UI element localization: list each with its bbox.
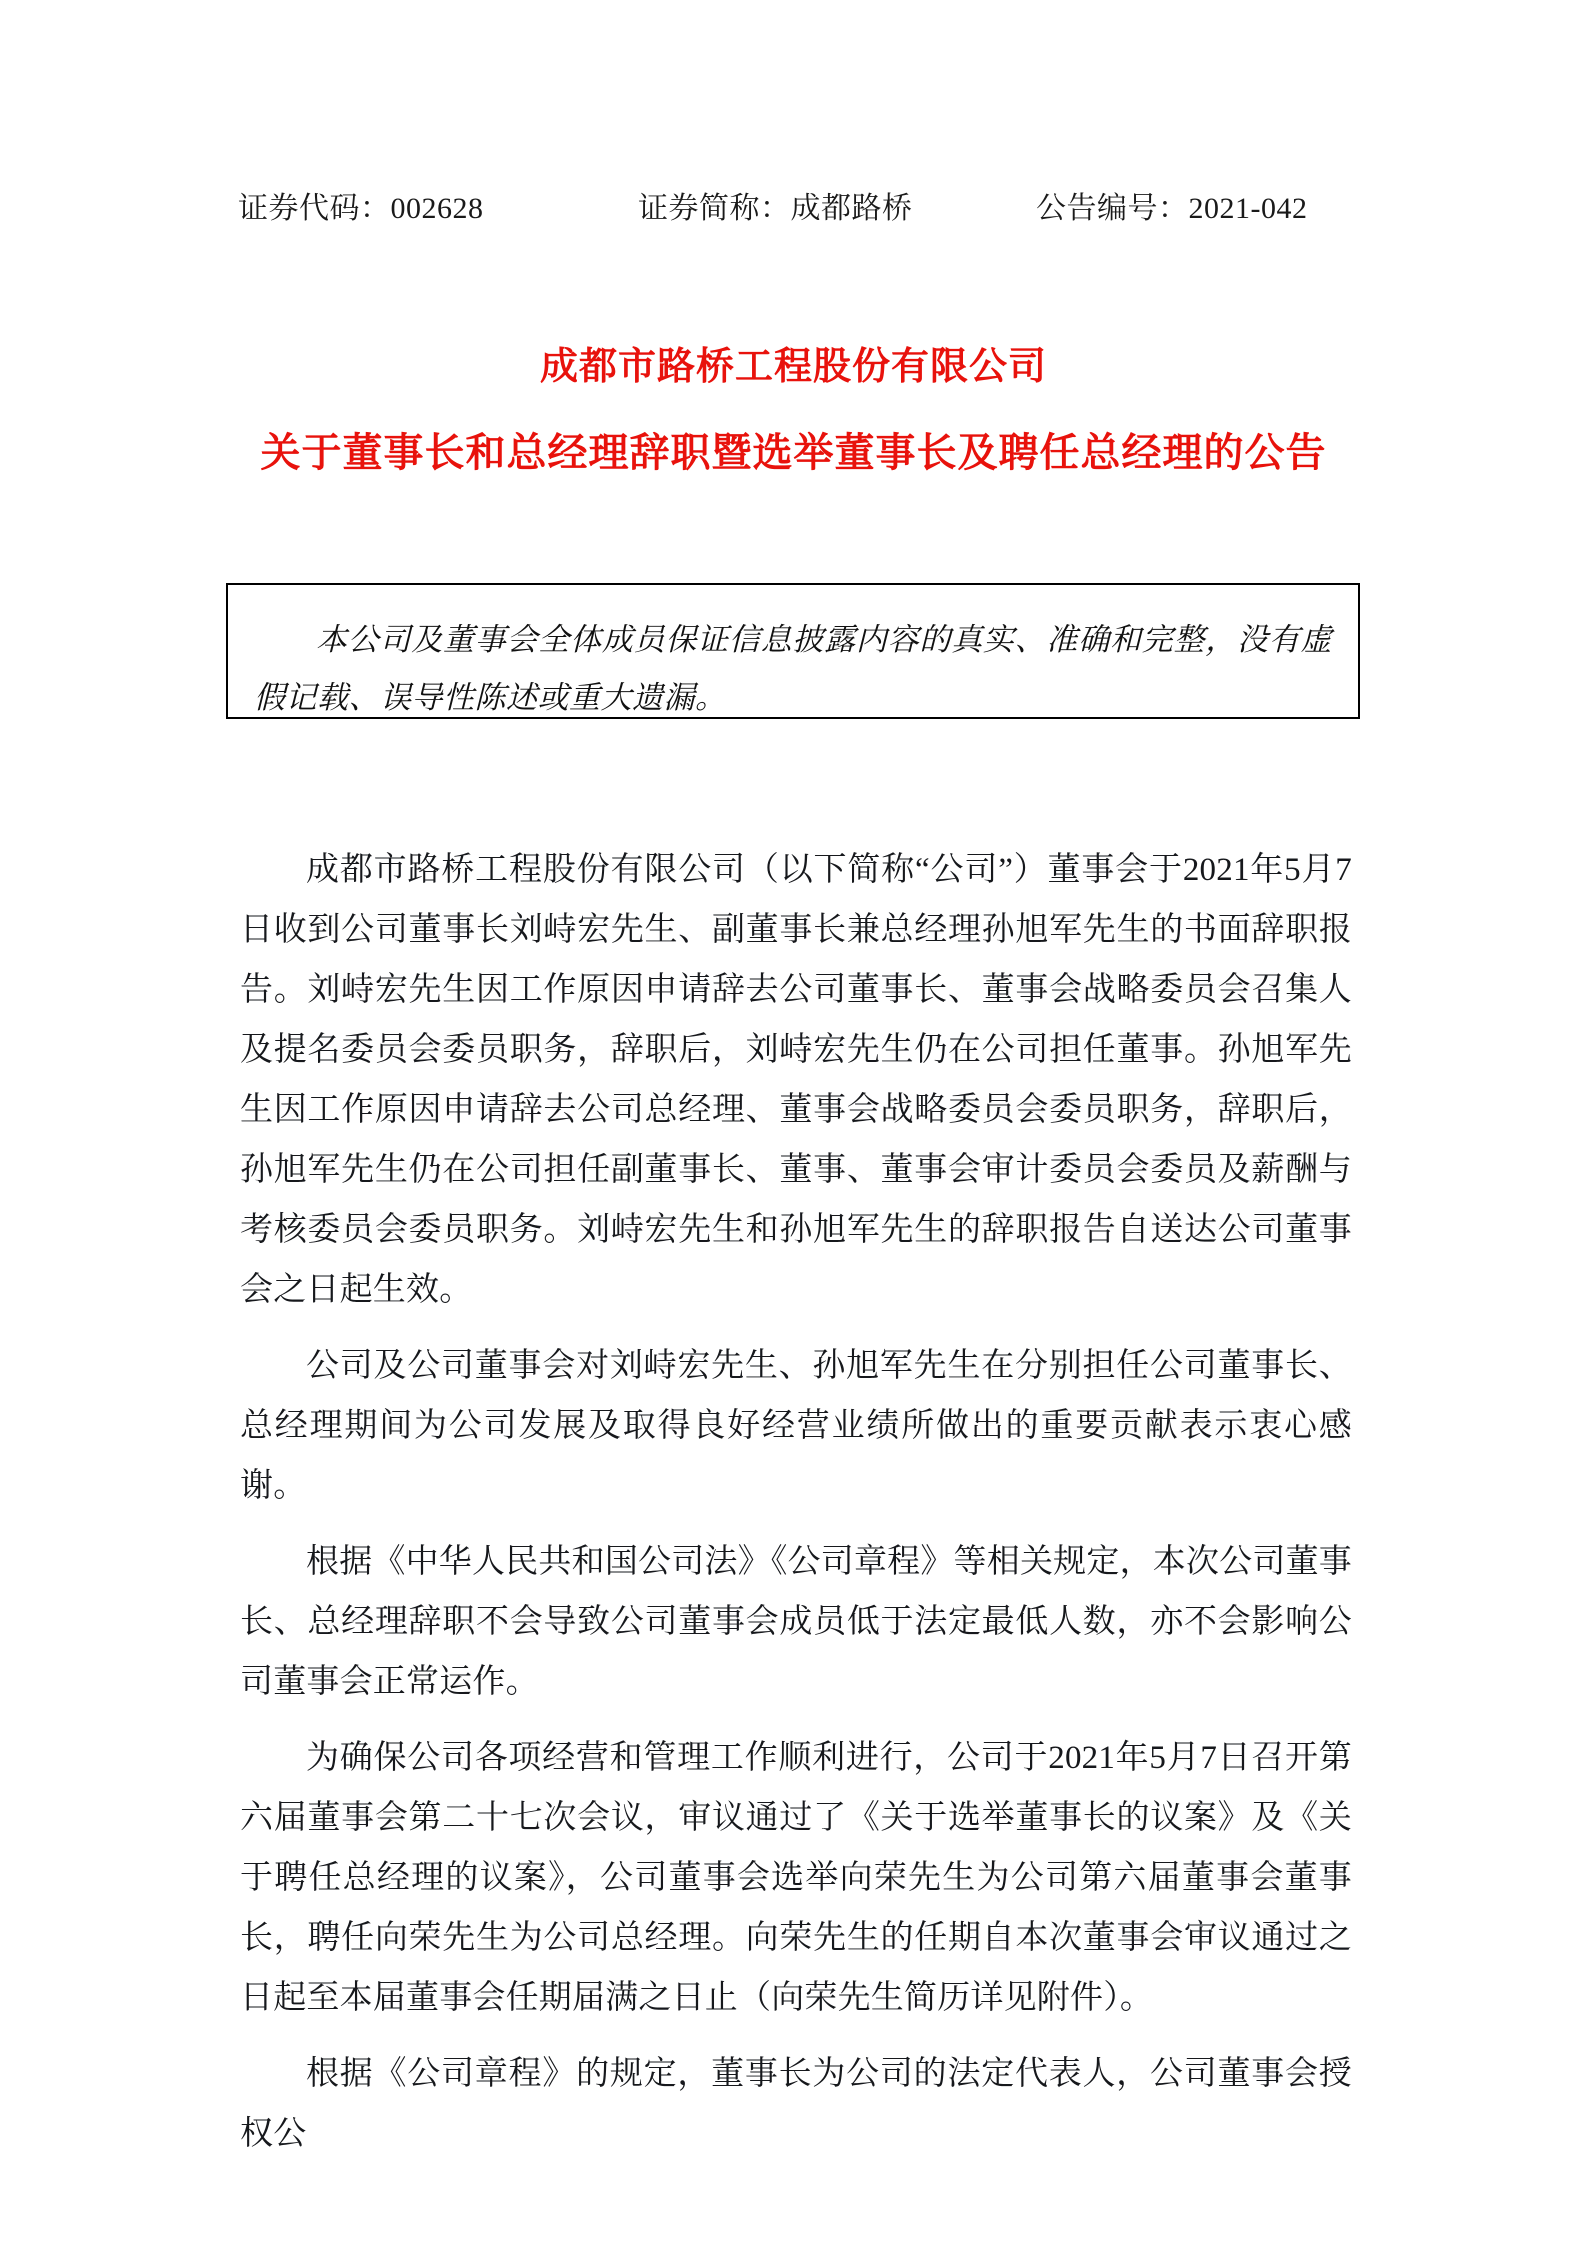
- company-name-title: 成都市路桥工程股份有限公司: [539, 346, 1047, 388]
- document-title-block: [200, 336, 1387, 484]
- security-abbreviation: 证券简称：成都路桥: [638, 192, 913, 225]
- announcement-number: 公告编号：2021-042: [1036, 192, 1308, 225]
- body-paragraph: 公司及公司董事会对刘峙宏先生、孙旭军先生在分别担任公司董事长、总经理期间为公司发展及取得良好经营业绩所做出的重要贡献表示衷心感谢。: [240, 1348, 1352, 1504]
- body-paragraph: 成都市路桥工程股份有限公司（以下简称“公司”）董事会于2021年5月7日收到公司董事长刘峙宏先生、副董事长兼总经理孙旭军先生的书面辞职报告。刘峙宏先生因工作原因申请辞去公司董事长、董事会战略委员会召集人及提名委员会委员职务，辞职后，刘峙宏先生仍在公司担任董事。孙旭军先生因工作原因申请辞去公司总经理、董事会战略委员会委员职务，辞职后，孙旭军先生仍在公司担任副董事长、董事、董事会审计委员会委员及薪酬与考核委员会委员职务。刘峙宏先生和孙旭军先生的辞职报告自送达公司董事会之日起生效。: [240, 852, 1352, 1308]
- announcement-subject-title: 关于董事长和总经理辞职暨选举董事长及聘任总经理的公告: [260, 431, 1327, 475]
- body-paragraph: 根据《公司章程》的规定，董事长为公司的法定代表人，公司董事会授权公: [240, 2056, 1352, 2152]
- body-paragraph: 为确保公司各项经营和管理工作顺利进行，公司于2021年5月7日召开第六届董事会第二十七次会议，审议通过了《关于选举董事长的议案》及《关于聘任总经理的议案》，公司董事会选举向荣先生为公司第六届董事会董事长，聘任向荣先生为公司总经理。向荣先生的任期自本次董事会审议通过之日起至本届董事会任期届满之日止（向荣先生简历详见附件）。: [240, 1740, 1352, 2016]
- body-paragraph: 根据《中华人民共和国公司法》《公司章程》等相关规定，本次公司董事长、总经理辞职不会导致公司董事会成员低于法定最低人数，亦不会影响公司董事会正常运作。: [240, 1544, 1352, 1700]
- document-meta-header: [238, 186, 1356, 232]
- disclaimer-text: 本公司及董事会全体成员保证信息披露内容的真实、准确和完整，没有虚假记载、误导性陈述或重大遗漏。: [254, 622, 1332, 715]
- document-body: [240, 840, 1352, 2164]
- disclaimer-box: [226, 583, 1360, 719]
- security-code: 证券代码：002628: [238, 192, 484, 225]
